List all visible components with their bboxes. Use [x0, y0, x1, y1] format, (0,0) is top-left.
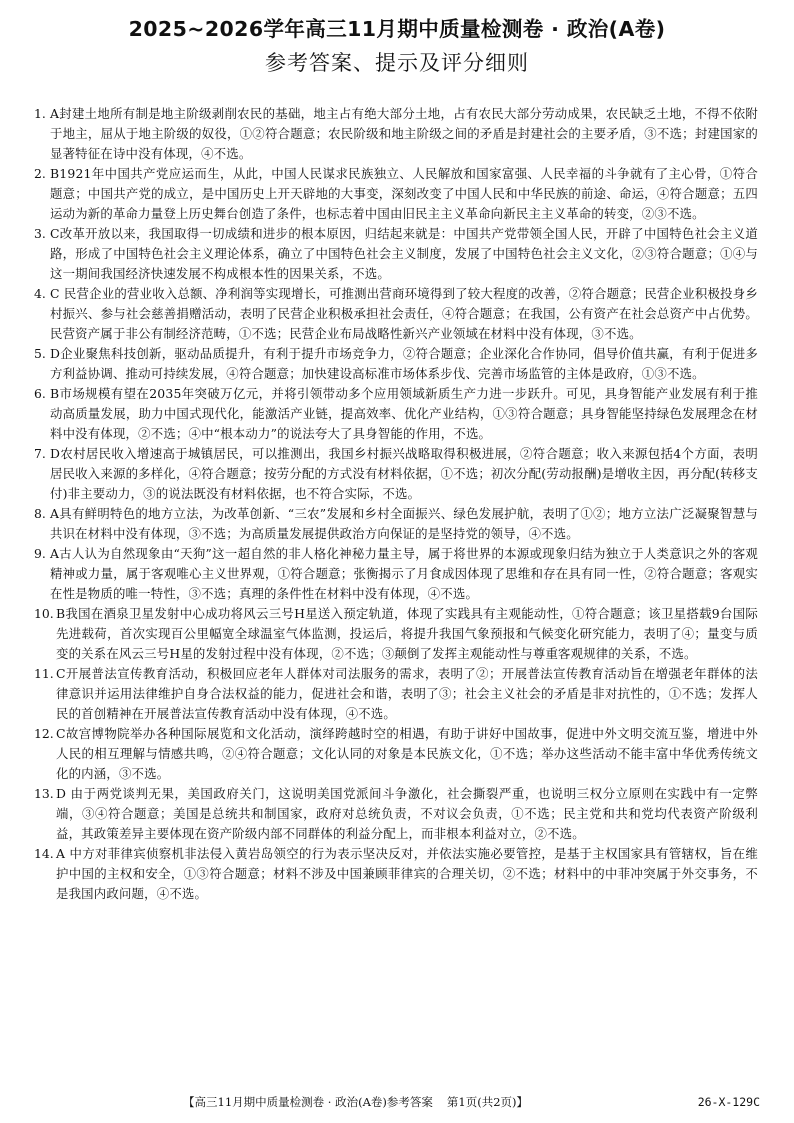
answer-explanation: C故宫博物院举办各种国际展览和文化活动，演绎跨越时空的相遇，有助于讲好中国故事，促进中外文明交流互鉴，增进中外人民的相互理解与情感共鸣，②④符合题意；文化认同的对象是本民族文化，①不选；举办这些活动不能丰富中华优秀传统文化的内涵，③不选。: [56, 726, 758, 781]
answer-explanation: B我国在酒泉卫星发射中心成功将风云三号H星送入预定轨道，体现了实践具有主观能动性，①符合题意；该卫星搭载9台国际先进载荷，首次实现百公里幅宽全球温室气体监测，投运后，将提升我国气象预报和气候变化研究能力，表明了④；量变与质变的关系在风云三号H星的发射过程中没有体现，②不选；③颠倒了发挥主观能动性与尊重客观规律的关系，不选。: [56, 606, 758, 661]
page-footer: [0, 1092, 794, 1112]
footer-title: 【高三11月期中质量检测卷 · 政治(A卷)参考答案: [183, 1095, 433, 1109]
question-number: 7.: [34, 446, 46, 461]
answer-item-9: [34, 544, 758, 604]
answer-item-2: [34, 164, 758, 224]
answer-item-3: [34, 224, 758, 284]
answer-explanation: A 中方对菲律宾侦察机非法侵入黄岩岛领空的行为表示坚决反对，并依法实施必要管控，是基于主权国家具有管辖权，旨在维护中国的主权和安全，①③符合题意；材料不涉及中国兼顾菲律宾的合理关切，②不选；材料中的中菲冲突属于外交事务，不是我国内政问题，④不选。: [56, 846, 758, 901]
question-number: 8.: [34, 506, 46, 521]
question-number: 3.: [34, 226, 46, 241]
answer-item-6: [34, 384, 758, 444]
document-subtitle: 参考答案、提示及评分细则: [265, 51, 529, 75]
question-number: 14.: [34, 846, 54, 861]
answer-item-5: [34, 344, 758, 384]
document-code: 26-X-129C: [697, 1095, 760, 1109]
answer-item-4: [34, 284, 758, 344]
answer-explanation: A具有鲜明特色的地方立法，为改革创新、“三农”发展和乡村全面振兴、绿色发展护航，表明了①②；地方立法广泛凝聚智慧与共识在材料中没有体现，③不选；为高质量发展提供政治方向保证的是坚持党的领导，④不选。: [50, 506, 758, 541]
answer-explanation: A古人认为自然现象由“天狗”这一超自然的非人格化神秘力量主导，属于将世界的本源或现象归结为独立于人类意识之外的客观精神或力量，属于客观唯心主义世界观，①符合题意；张衡揭示了月食成因体现了思维和存在具有同一性，②符合题意；客观实在性是物质的唯一特性，③不选；真理的条件性在材料中没有体现，④不选。: [50, 546, 758, 601]
answer-item-11: [34, 664, 758, 724]
answer-item-8: [34, 504, 758, 544]
answer-explanation: D 由于两党谈判无果，美国政府关门，这说明美国党派间斗争激化，社会撕裂严重，也说明三权分立原则在实践中有一定弊端，③④符合题意；美国是总统共和制国家，政府对总统负责，不对议会负责，①不选；民主党和共和党均代表资产阶级利益，其政策差异主要体现在资产阶级内部不同群体的利益分配上，而非根本利益对立，②不选。: [56, 786, 758, 841]
footer-label: [183, 1092, 528, 1112]
question-number: 13.: [34, 786, 54, 801]
question-number: 10.: [34, 606, 54, 621]
answer-item-12: [34, 724, 758, 784]
question-number: 5.: [34, 346, 46, 361]
answer-explanation: B1921年中国共产党应运而生，从此，中国人民谋求民族独立、人民解放和国家富强、人民幸福的斗争就有了主心骨，①符合题意；中国共产党的成立，是中国历史上开天辟地的大事变，深刻改变了中国人民和中华民族的前途、命运，④符合题意；五四运动为新的革命力量登上历史舞台创造了条件，也标志着中国由旧民主主义革命向新民主主义革命的转变，②③不选。: [50, 166, 758, 221]
question-number: 12.: [34, 726, 54, 741]
document-title: 2025~2026学年高三11月期中质量检测卷 · 政治(A卷): [128, 17, 666, 41]
answer-explanation: C开展普法宣传教育活动，积极回应老年人群体对司法服务的需求，表明了②；开展普法宣传教育活动旨在增强老年群体的法律意识并运用法律维护自身合法权益的能力，促进社会和谐，表明了③；社会主义社会的矛盾是非对抗性的，①不选；发挥人民的首创精神在开展普法宣传教育活动中没有体现，④不选。: [56, 666, 758, 721]
answer-item-13: [34, 784, 758, 844]
question-number: 9.: [34, 546, 46, 561]
answer-explanation: C改革开放以来，我国取得一切成绩和进步的根本原因，归结起来就是：中国共产党带领全国人民，开辟了中国特色社会主义道路，形成了中国特色社会主义理论体系，确立了中国特色社会主义制度，发展了中国特色社会主义文化，②③符合题意；①④与这一期间我国经济快速发展不构成根本性的因果关系，不选。: [50, 226, 758, 281]
question-number: 1.: [34, 106, 46, 121]
answer-explanation: C 民营企业的营业收入总额、净利润等实现增长，可推测出营商环境得到了较大程度的改善，②符合题意；民营企业积极投身乡村振兴、参与社会慈善捐赠活动，表明了民营企业积极承担社会责任，④符合题意；在我国，公有资产在社会总资产中占优势。民营资产属于非公有制经济范畴，①不选；民营企业布局战略性新兴产业领域在材料中没有体现，③不选。: [50, 286, 758, 341]
answer-list: [34, 104, 758, 904]
answer-explanation: D企业聚焦科技创新，驱动品质提升，有利于提升市场竞争力，②符合题意；企业深化合作协同，倡导价值共赢，有利于促进多方利益协调、推动可持续发展，④符合题意；加快建设高标准市场体系步伐、完善市场监管的主体是政府，①③不选。: [50, 346, 758, 381]
question-number: 2.: [34, 166, 46, 181]
question-number: 11.: [34, 666, 54, 681]
question-number: 6.: [34, 386, 46, 401]
answer-explanation: A封建土地所有制是地主阶级剥削农民的基础，地主占有绝大部分土地，占有农民大部分劳动成果，农民缺乏土地，不得不依附于地主，屈从于地主阶级的奴役，①②符合题意；农民阶级和地主阶级之间的矛盾是封建社会的主要矛盾，③不选；封建国家的显著特征在诗中没有体现，④不选。: [50, 106, 758, 161]
answer-item-14: [34, 844, 758, 904]
answer-item-1: [34, 104, 758, 164]
page-header: [0, 14, 794, 78]
answer-explanation: D农村居民收入增速高于城镇居民，可以推测出，我国乡村振兴战略取得积极进展，②符合题意；收入来源包括4个方面，表明居民收入来源的多样化，④符合题意；按劳分配的方式没有材料依据，①不选；初次分配(劳动报酬)是增收主因，再分配(转移支付)非主要动力，③的说法既没有材料依据，也不符合实际，不选。: [50, 446, 758, 501]
answer-item-10: [34, 604, 758, 664]
question-number: 4.: [34, 286, 46, 301]
answer-item-7: [34, 444, 758, 504]
page-number: 第1页(共2页)】: [446, 1095, 528, 1109]
answer-explanation: B市场规模有望在2035年突破万亿元，并将引领带动多个应用领域新质生产力进一步跃升。可见，具身智能产业发展有利于推动高质量发展，助力中国式现代化，能激活产业链，提高效率、优化产业结构，①③符合题意；具身智能坚持绿色发展理念在材料中没有体现，②不选；④中“根本动力”的说法夸大了具身智能的作用，不选。: [50, 386, 758, 441]
